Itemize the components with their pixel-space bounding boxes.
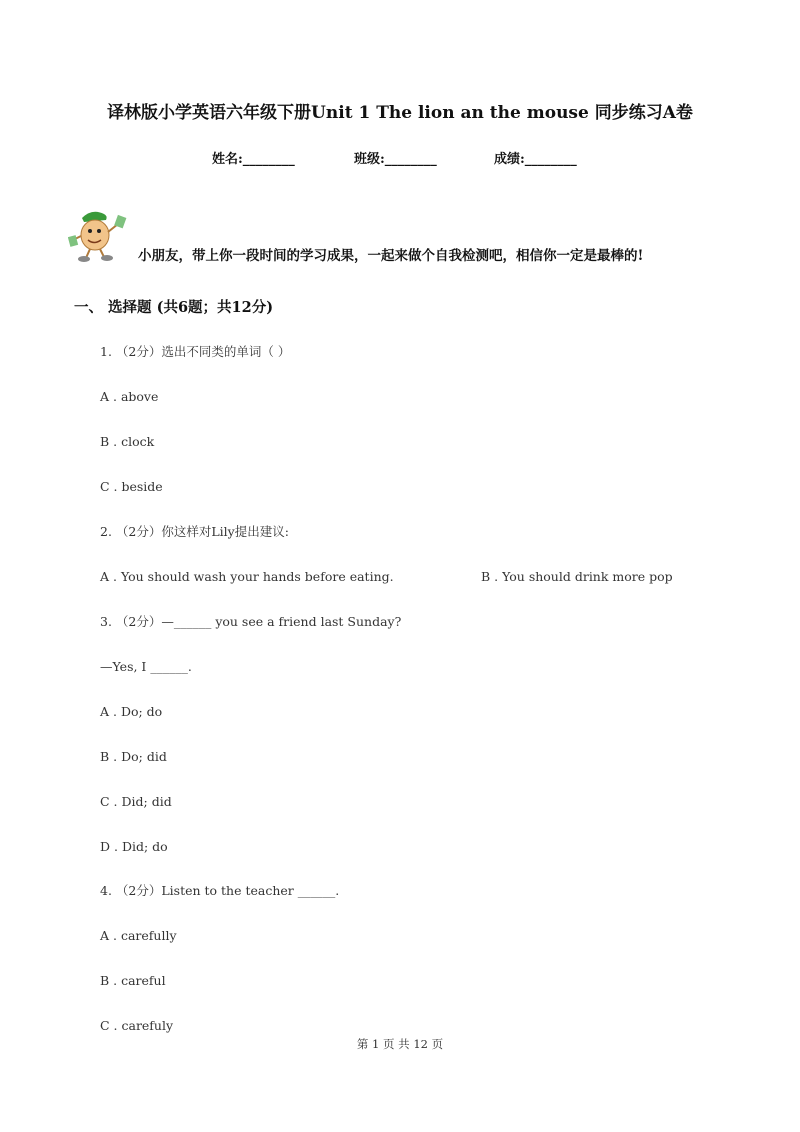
- question-4-option-c: C . carefuly: [100, 1018, 174, 1033]
- question-4-option-a: A . carefully: [100, 928, 177, 943]
- question-2-option-a: A . You should wash your hands before eating.: [100, 569, 394, 584]
- question-4-stem: 4. （2分）Listen to the teacher ______.: [100, 883, 340, 898]
- question-1-option-c: C . beside: [100, 479, 163, 494]
- question-3-option-c: C . Did; did: [100, 794, 172, 809]
- name-field: 姓名:________: [212, 152, 295, 167]
- class-field: 班级:________: [354, 152, 437, 167]
- question-1-stem: 1. （2分）选出不同类的单词（ ）: [100, 344, 291, 359]
- question-4-option-b: B . careful: [100, 973, 166, 988]
- question-3-option-a: A . Do; do: [100, 704, 163, 719]
- question-3-stem: 3. （2分）—______ you see a friend last Sunday?: [100, 614, 402, 629]
- question-3-stem-continued: —Yes, I ______.: [100, 659, 192, 674]
- question-2-stem: 2. （2分）你这样对Lily提出建议:: [100, 524, 289, 539]
- question-3-option-d: D . Did; do: [100, 839, 168, 854]
- section-title: 一、 选择题 (共6题；共12分): [74, 299, 274, 316]
- page-footer: 第 1 页 共 12 页: [356, 1037, 444, 1051]
- page-title: 译林版小学英语六年级下册Unit 1 The lion an the mouse 同步练习A卷: [107, 103, 693, 123]
- question-1-option-b: B . clock: [100, 434, 155, 449]
- question-1-option-a: A . above: [100, 389, 159, 404]
- question-2-option-b: B . You should drink more pop: [481, 569, 673, 584]
- intro-text: 小朋友，带上你一段时间的学习成果，一起来做个自我检测吧，相信你一定是最棒的!: [138, 248, 644, 264]
- question-3-option-b: B . Do; did: [100, 749, 167, 764]
- score-field: 成绩:________: [494, 152, 577, 167]
- mascot-icon: [68, 206, 130, 264]
